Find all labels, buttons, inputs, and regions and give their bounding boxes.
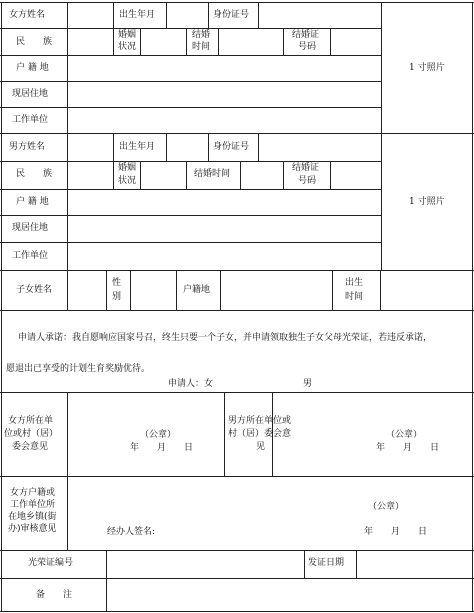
child-birth-label-2: 时间	[345, 292, 364, 302]
grid-line	[381, 2, 382, 270]
pledge-text-line-1: 申请人承诺：我自愿响应国家号召，终生只要一个子女，并申请领取独生子女父母光荣证，若违反承诺，	[18, 333, 433, 343]
pledge-male-label: 男	[303, 379, 313, 389]
husband-cert-label-2: 号码	[298, 176, 317, 186]
wife-id-label: 身份证号	[213, 10, 250, 20]
township-opinion-label-2: 工作单位所	[10, 500, 56, 510]
husband-hukou-label: 户 籍 地	[16, 197, 49, 207]
wife-unit-seal: （公章）	[140, 430, 177, 440]
child-gender-label-1: 性	[112, 278, 122, 288]
grid-line	[0, 310, 474, 311]
grid-line	[0, 133, 474, 134]
grid-line	[0, 161, 381, 162]
grid-line	[106, 270, 107, 310]
grid-line	[113, 161, 114, 189]
grid-line	[140, 28, 141, 55]
grid-line	[304, 550, 305, 578]
wife-marital-label-1: 婚姻	[118, 30, 137, 40]
grid-line	[140, 161, 141, 189]
wife-unit-opinion-label-2: 位或村（居）	[4, 429, 59, 439]
grid-line	[166, 133, 167, 161]
grid-line	[113, 2, 114, 28]
grid-line	[330, 161, 331, 189]
grid-line	[130, 270, 131, 310]
grid-line	[332, 270, 333, 310]
township-opinion-label-3: 在地乡镇(街	[8, 512, 57, 522]
grid-line	[113, 133, 114, 161]
handler-signature-label: 经办人签名:	[107, 527, 156, 537]
wife-unit-date: 年 月 日	[130, 443, 194, 453]
wife-unit-opinion-label-3: 委会意见	[12, 442, 49, 452]
husband-id-label: 身份证号	[213, 142, 250, 152]
grid-line	[356, 550, 357, 578]
grid-line	[0, 392, 474, 393]
issue-date-label: 发证日期	[308, 558, 345, 568]
wife-work-label: 工作单位	[12, 115, 49, 125]
grid-line	[176, 270, 177, 310]
husband-marital-label-1: 婚姻	[118, 163, 137, 173]
grid-line	[224, 392, 225, 476]
grid-line	[208, 133, 209, 161]
husband-work-label: 工作单位	[12, 251, 49, 261]
grid-line	[0, 476, 474, 477]
grid-line	[67, 2, 68, 310]
wife-wedding-label-2: 时间	[192, 42, 211, 52]
grid-line	[0, 215, 381, 216]
pledge-text-line-2: 愿退出已享受的计划生育奖励优待。	[6, 364, 151, 374]
certificate-number-label: 光荣证编号	[28, 558, 74, 568]
husband-name-label: 男方姓名	[9, 142, 46, 152]
grid-line	[67, 476, 68, 550]
husband-unit-opinion-label-2: 村（居）委会意	[228, 429, 292, 439]
grid-line	[106, 550, 107, 611]
grid-line	[380, 270, 381, 310]
grid-line	[0, 81, 381, 82]
grid-line	[0, 107, 381, 108]
township-opinion-label-1: 女方户籍或	[10, 488, 56, 498]
grid-line	[166, 2, 167, 28]
border-top	[0, 2, 474, 3]
grid-line	[186, 161, 187, 189]
wife-cert-label-2: 号码	[298, 42, 317, 52]
child-birth-label-1: 出生	[345, 278, 364, 288]
child-name-label: 子女姓名	[16, 285, 53, 295]
husband-birth-label: 出生年月	[119, 142, 156, 152]
wife-unit-opinion-label-1: 女方所在单	[8, 416, 54, 426]
border-left	[1, 2, 2, 611]
grid-line	[67, 392, 68, 476]
wife-residence-label: 现居住地	[12, 89, 49, 99]
husband-unit-opinion-label-3: 见	[256, 442, 266, 452]
wife-marital-label-2: 状况	[118, 42, 137, 52]
grid-line	[0, 270, 474, 271]
wife-birth-label: 出生年月	[119, 10, 156, 20]
grid-line	[0, 55, 381, 56]
border-bottom	[0, 611, 474, 612]
grid-line	[186, 28, 187, 55]
grid-line	[0, 578, 474, 579]
township-opinion-label-4: 办)审核意见	[8, 524, 57, 534]
husband-photo-label: 1 寸照片	[409, 197, 445, 207]
wife-name-label: 女方姓名	[9, 10, 46, 20]
wife-photo-label: 1 寸照片	[409, 63, 445, 73]
wife-cert-label-1: 结婚证	[292, 30, 320, 40]
wife-wedding-label-1: 结婚	[192, 30, 211, 40]
grid-line	[258, 133, 259, 161]
grid-line	[0, 242, 381, 243]
husband-unit-date: 年 月 日	[376, 443, 440, 453]
grid-line	[208, 2, 209, 28]
grid-line	[283, 28, 284, 55]
husband-ethnicity-label: 民 族	[16, 169, 53, 179]
grid-line	[258, 2, 259, 28]
grid-line	[218, 28, 219, 55]
grid-line	[220, 270, 221, 310]
remarks-label: 备 注	[36, 590, 73, 600]
grid-line	[240, 161, 241, 189]
husband-unit-seal: （公章）	[386, 430, 423, 440]
border-right	[472, 2, 473, 611]
grid-line	[113, 28, 114, 55]
husband-marital-label-2: 状况	[118, 176, 137, 186]
wife-ethnicity-label: 民 族	[16, 37, 53, 47]
husband-residence-label: 现居住地	[12, 223, 49, 233]
grid-line	[0, 189, 381, 190]
grid-line	[330, 28, 331, 55]
township-date: 年 月 日	[364, 527, 428, 537]
child-gender-label-2: 别	[112, 292, 122, 302]
child-hukou-label: 户籍地	[183, 285, 211, 295]
township-seal: （公章）	[368, 502, 405, 512]
grid-line	[0, 28, 381, 29]
grid-line	[0, 550, 474, 551]
wife-hukou-label: 户 籍 地	[16, 63, 49, 73]
husband-wedding-label: 结婚时间	[194, 169, 231, 179]
pledge-applicant-label: 申请人：女	[168, 379, 214, 389]
husband-cert-label-1: 结婚证	[292, 163, 320, 173]
grid-line	[283, 161, 284, 189]
husband-unit-opinion-label-1: 男方所在单位或	[228, 416, 292, 426]
